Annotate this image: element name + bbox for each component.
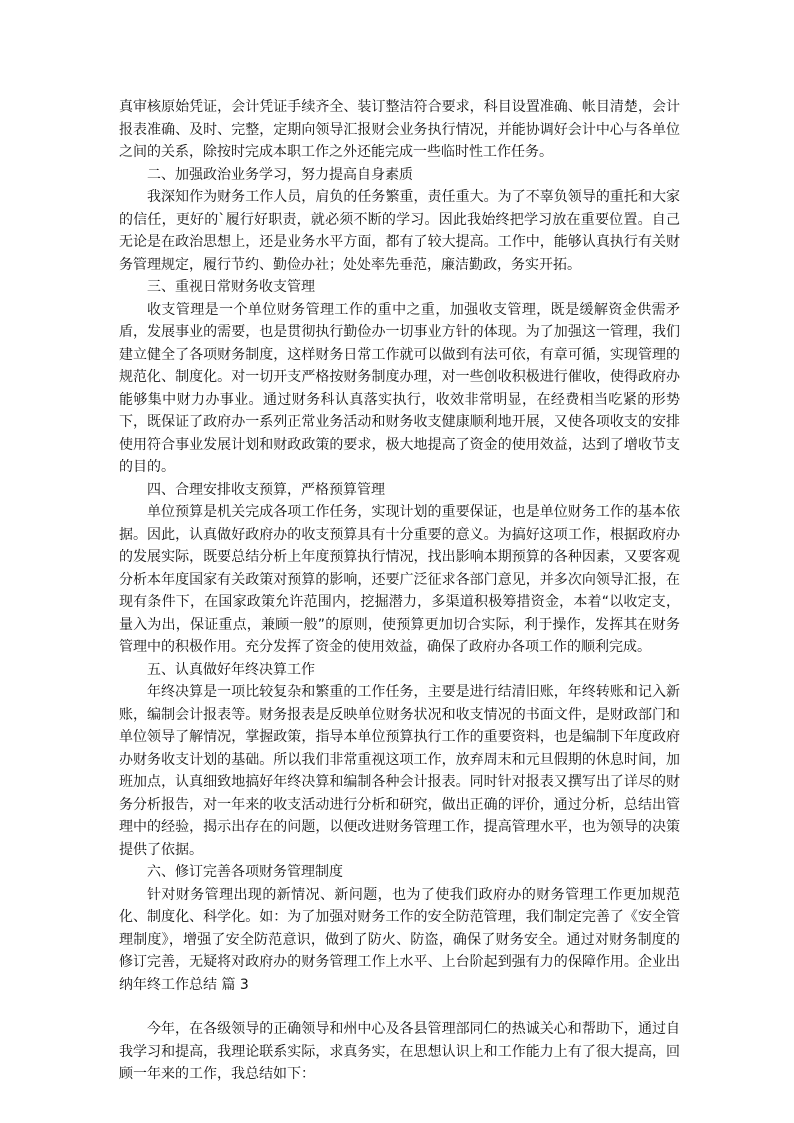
paragraph-spacer xyxy=(119,996,680,1018)
section-heading: 二、加强政治业务学习，努力提高自身素质 xyxy=(147,166,413,183)
body-paragraph: 今年，在各级领导的正确领导和州中心及各县管理部同仁的热诚关心和帮助下，通过自我学习和提高，我理论联系实际，求真务实，在思想认识上和工作能力上有了很大提高，回顾一年来的工作，我总结如下： xyxy=(119,1021,680,1082)
document-body xyxy=(119,96,680,1086)
section-heading: 五、认真做好年终决算工作 xyxy=(147,661,315,678)
body-paragraph: 单位预算是机关完成各项工作任务，实现计划的重要保证，也是单位财务工作的基本依据。因此，认真做好政府办的收支预算具有十分重要的意义。为搞好这项工作，根据政府办的发展实际，既要总结分析上年度预算执行情况，找出影响本期预算的各种因素，又要客观分析本年度国家有关政策对预算的影响，还要广泛征求各部门意见，并多次向领导汇报，在现有条件下，在国家政策允许范围内，挖掘潜力，多渠道积极筹措资金，本着“以收定支，量入为出，保证重点，兼顾一般”的原则，使预算更加切合实际，利于操作，发挥其在财务管理中的积极作用。充分发挥了资金的使用效益，确保了政府办各项工作的顺利完成。 xyxy=(119,504,680,655)
body-paragraph: 我深知作为财务工作人员，肩负的任务繁重，责任重大。为了不辜负领导的重托和大家的信任，更好的`履行好职责，就必须不断的学习。因此我始终把学习放在重要位置。自己无论是在政治思想上，还是业务水平方面，都有了较大提高。工作中，能够认真执行有关财务管理规定，履行节约、勤俭办社；处处率先垂范，廉洁勤政，务实开拓。 xyxy=(119,189,680,273)
section-heading: 三、重视日常财务收支管理 xyxy=(147,279,315,295)
body-paragraph: 收支管理是一个单位财务管理工作的重中之重，加强收支管理，既是缓解资金供需矛盾，发展事业的需要，也是贯彻执行勤俭办一切事业方针的体现。为了加强这一管理，我们建立健全了各项财务制度，这样财务日常工作就可以做到有法可依，有章可循，实现管理的规范化、制度化。对一切开支严格按财务制度办理，对一些创收积极进行催收，使得政府办能够集中财力办事业。通过财务科认真落实执行，收效非常明显，在经费相当吃紧的形势下，既保证了政府办一系列正常业务活动和财务收支健康顺利地开展，又使各项收支的安排使用符合事业发展计划和财政政策的要求，极大地提高了资金的使用效益，达到了增收节支的目的。 xyxy=(119,301,680,475)
body-paragraph: 针对财务管理出现的新情况、新问题，也为了使我们政府办的财务管理工作更加规范化、制度化、科学化。如：为了加强对财务工作的安全防范管理，我们制定完善了《安全管理制度》，增强了安全防范意识，做到了防火、防盗，确保了财务安全。通过对财务制度的修订完善，无疑将对政府办的财务管理工作上水平、上台阶起到强有力的保障作用。企业出纳年终工作总结 篇 3 xyxy=(119,886,680,993)
section-heading: 六、修订完善各项财务管理制度 xyxy=(147,864,343,880)
body-paragraph: 真审核原始凭证，会计凭证手续齐全、装订整洁符合要求，科目设置准确、帐目清楚，会计报表准确、及时、完整，定期向领导汇报财会业务执行情况，并能协调好会计中心与各单位之间的关系，除按时完成本职工作之外还能完成一些临时性工作任务。 xyxy=(119,99,680,160)
body-paragraph: 年终决算是一项比较复杂和繁重的工作任务，主要是进行结清旧账，年终转账和记入新账，编制会计报表等。财务报表是反映单位财务状况和收支情况的书面文件，是财政部门和单位领导了解情况，掌握政策，指导本单位预算执行工作的重要资料，也是编制下年度政府办财务收支计划的基础。所以我们非常重视这项工作，放弃周末和元旦假期的休息时间，加班加点，认真细致地搞好年终决算和编制各种会计报表。同时针对报表又撰写出了详尽的财务分析报告，对一年来的收支活动进行分析和研究，做出正确的评价，通过分析，总结出管理中的经验，揭示出存在的问题，以便改进财务管理工作，提高管理水平，也为领导的决策提供了依据。 xyxy=(119,684,680,858)
section-heading: 四、合理安排收支预算，严格预算管理 xyxy=(147,481,385,498)
